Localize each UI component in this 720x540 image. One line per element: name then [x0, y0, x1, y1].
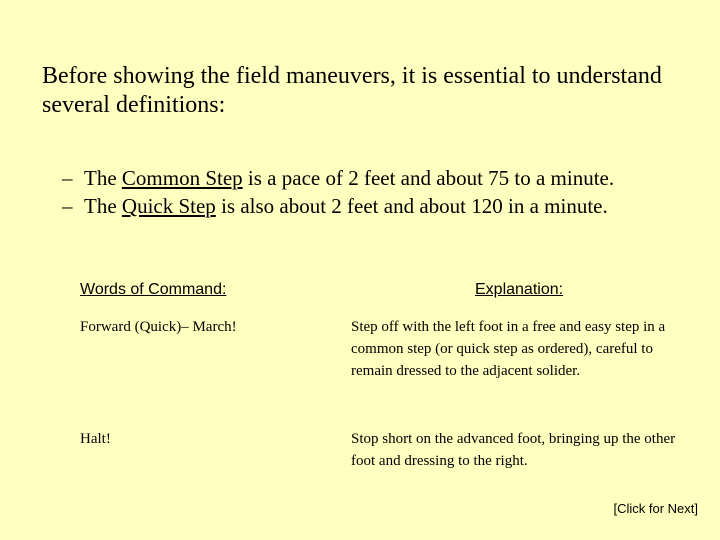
- bullet-dash: –: [62, 194, 73, 218]
- definition-prefix: The: [84, 166, 122, 190]
- definition-common-step: [62, 164, 702, 192]
- bullet-dash: –: [62, 166, 73, 190]
- definition-body: is a pace of 2 feet and about 75 to a minute.: [242, 166, 615, 190]
- command-cell: Forward (Quick)– March!: [80, 319, 237, 335]
- definition-body: is also about 2 feet and about 120 in a minute.: [215, 194, 608, 218]
- explanation-column-header: Explanation:: [475, 281, 564, 298]
- definitions-list: [62, 164, 702, 220]
- next-slide-link[interactable]: [Click for Next]: [613, 501, 698, 516]
- definition-quick-step: [62, 192, 702, 220]
- intro-text: Before showing the field maneuvers, it is essential to understand several definitions:: [42, 63, 662, 118]
- definition-term: Common Step: [121, 166, 243, 190]
- definition-term: Quick Step: [121, 194, 216, 218]
- explanation-cell: Step off with the left foot in a free and easy step in a common step (or quick step as ordered), careful to remain dressed to the adjacent solider.: [351, 319, 666, 379]
- command-cell: Halt!: [80, 431, 111, 447]
- definition-prefix: The: [84, 194, 122, 218]
- commands-column-header: Words of Command:: [80, 281, 227, 298]
- explanation-cell: Stop short on the advanced foot, bringing up the other foot and dressing to the right.: [351, 431, 676, 469]
